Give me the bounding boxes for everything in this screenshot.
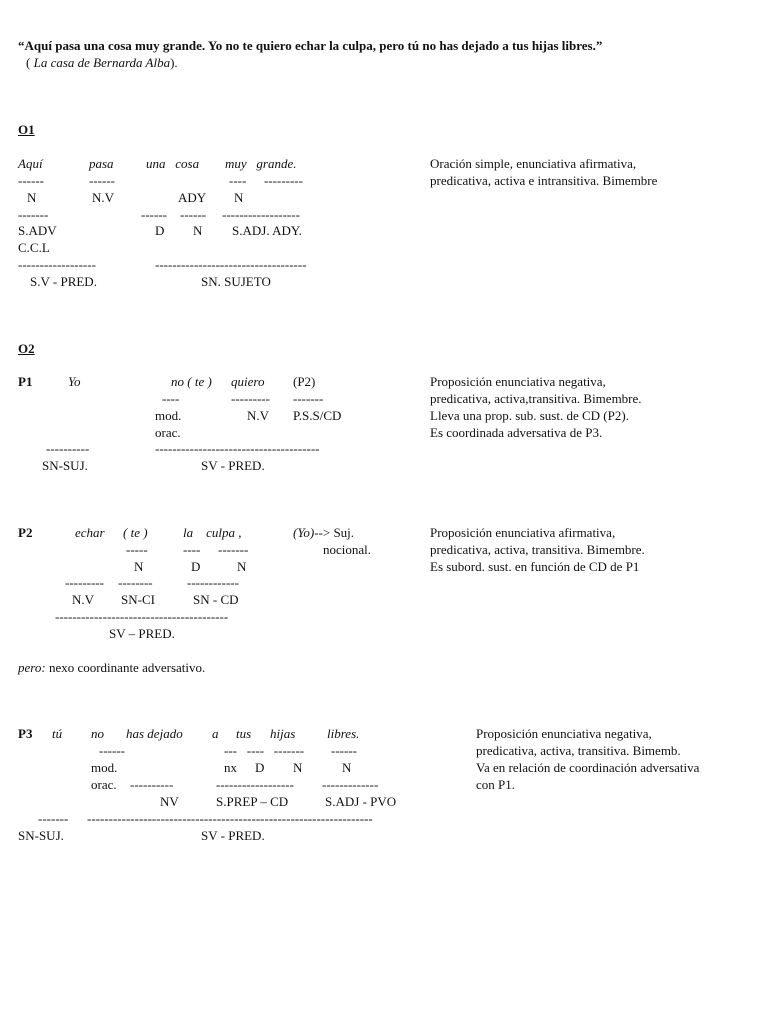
o1-word-aqui: Aquí <box>18 156 43 171</box>
p1-description: predicativa, activa,transitiva. Bimembre. <box>430 391 642 406</box>
p2-label-n: N <box>134 559 144 574</box>
o1-dash: ---- <box>229 173 247 188</box>
pero-note <box>18 660 205 676</box>
p3-label-sv-pred: SV - PRED. <box>201 828 265 843</box>
quote: “Aquí pasa una cosa muy grande. Yo no te quiero echar la culpa, pero tú no has dejado a tus hijas libres.” <box>18 38 603 53</box>
p3-dash: ------------------ <box>216 777 294 792</box>
p3-dash: --- ---- ------- <box>224 743 305 758</box>
p3-word-hijas: hijas <box>270 726 296 741</box>
o1-label-n: N <box>27 190 37 205</box>
p1-description: Proposición enunciativa negativa, <box>430 374 606 389</box>
p2-nocional: nocional. <box>323 542 372 557</box>
o2-heading: O2 <box>18 341 35 356</box>
p2-dash: ------------ <box>187 575 239 590</box>
p3-label-n: N <box>293 760 303 775</box>
o1-label-n: N <box>193 223 203 238</box>
o1-heading: O1 <box>18 122 35 137</box>
p2-word-te: ( te ) <box>123 525 148 540</box>
p2-yo: (Yo) <box>293 525 315 540</box>
p3-label-orac: orac. <box>91 777 117 792</box>
p1-dash: --------- <box>231 391 270 406</box>
p1-description: Lleva una prop. sub. sust. de CD (P2). <box>430 408 629 423</box>
o1-word-una-cosa: una cosa <box>146 156 200 171</box>
p3-description: Va en relación de coordinación adversativa <box>476 760 700 775</box>
p1-word-no-te: no ( te ) <box>171 374 212 389</box>
p2-label-sn-cd: SN - CD <box>193 592 239 607</box>
p3-label-nv: NV <box>160 794 179 809</box>
p3-word-a: a <box>212 726 219 741</box>
p3-dash: ------- <box>38 811 69 826</box>
pero-word: pero: <box>18 660 46 675</box>
p1-label: P1 <box>18 374 33 389</box>
o1-dash: ------------------ <box>18 257 96 272</box>
o1-label-sn-sujeto: SN. SUJETO <box>201 274 271 289</box>
p2-label-sn-ci: SN-CI <box>121 592 155 607</box>
p3-description: con P1. <box>476 777 515 792</box>
o1-dash: ------ <box>180 207 206 222</box>
p3-dash: ---------- <box>130 777 174 792</box>
p2-implicit-subject <box>293 525 354 541</box>
p2-label-sv-pred: SV – PRED. <box>109 626 175 641</box>
o1-label-ccl: C.C.L <box>18 240 50 255</box>
p2-dash: ------- <box>218 542 249 557</box>
p2-dash: ---------------------------------------- <box>55 609 229 624</box>
p3-dash: ------ <box>331 743 357 758</box>
p1-label-mod: mod. <box>155 408 182 423</box>
p1-word-quiero: quiero <box>231 374 265 389</box>
o1-dash: ------- <box>18 207 49 222</box>
p3-label-d: D <box>255 760 265 775</box>
o1-label-sadj: S.ADJ. ADY. <box>232 223 302 238</box>
p1-p2-ref: (P2) <box>293 374 316 389</box>
o1-label-d: D <box>155 223 165 238</box>
p3-label-sprep-cd: S.PREP – CD <box>216 794 289 809</box>
o1-label-ady: ADY <box>178 190 207 205</box>
p2-word-la-culpa: la culpa , <box>183 525 242 540</box>
p1-dash: ---- <box>162 391 180 406</box>
p2-label-nv: N.V <box>72 592 95 607</box>
o1-label-nv: N.V <box>92 190 115 205</box>
p3-label-sn-suj: SN-SUJ. <box>18 828 64 843</box>
p3-label: P3 <box>18 726 33 741</box>
p1-label-sv-pred: SV - PRED. <box>201 458 265 473</box>
p3-label-mod: mod. <box>91 760 118 775</box>
p1-label-nv: N.V <box>247 408 270 423</box>
p3-word-no: no <box>91 726 104 741</box>
p3-label-nx: nx <box>224 760 237 775</box>
p1-word-yo: Yo <box>68 374 81 389</box>
p3-word-tu: tú <box>52 726 63 741</box>
p2-label-n: N <box>237 559 247 574</box>
p3-dash: ------------- <box>322 777 379 792</box>
p3-dash: ------ <box>99 743 125 758</box>
o1-description: predicativa, activa e intransitiva. Bimembre <box>430 173 658 188</box>
p1-description: Es coordinada adversativa de P3. <box>430 425 603 440</box>
p1-label-orac: orac. <box>155 425 181 440</box>
o1-dash: --------- <box>264 173 303 188</box>
p2-word-echar: echar <box>75 525 105 540</box>
o1-dash: ------ <box>141 207 167 222</box>
p2-dash: --------- <box>65 575 104 590</box>
o1-word-pasa: pasa <box>89 156 114 171</box>
pero-text: nexo coordinante adversativo. <box>45 660 206 675</box>
p3-word-has-dejado: has dejado <box>126 726 183 741</box>
o1-dash: ------------------ <box>222 207 300 222</box>
p2-label-d: D <box>191 559 201 574</box>
p2-description: Proposición enunciativa afirmativa, <box>430 525 616 540</box>
p2-description: Es subord. sust. en función de CD de P1 <box>430 559 640 574</box>
p1-label-sn-suj: SN-SUJ. <box>42 458 88 473</box>
o1-label-sadv: S.ADV <box>18 223 57 238</box>
o1-dash: ------ <box>89 173 115 188</box>
p3-label-sadj-pvo: S.ADJ - PVO <box>325 794 397 809</box>
source-open: ( <box>26 55 31 70</box>
o1-dash: ------ <box>18 173 44 188</box>
p1-dash: ------- <box>293 391 324 406</box>
o1-label-sv-pred: S.V - PRED. <box>30 274 97 289</box>
p3-description: Proposición enunciativa negativa, <box>476 726 652 741</box>
p3-description: predicativa, activa, transitiva. Bimemb. <box>476 743 681 758</box>
p2-dash: ---- <box>183 542 201 557</box>
p2-dash: ----- <box>126 542 148 557</box>
p1-dash: ---------- <box>46 441 90 456</box>
p2-arrow: --> Suj. <box>314 525 355 540</box>
o1-description: Oración simple, enunciativa afirmativa, <box>430 156 637 171</box>
p1-dash: -------------------------------------- <box>155 441 320 456</box>
p3-dash: ------------------------------------------------------------------ <box>87 811 373 826</box>
p3-word-libres: libres. <box>327 726 360 741</box>
o1-word-muy-grande: muy grande. <box>225 156 297 171</box>
p2-description: predicativa, activa, transitiva. Bimembre. <box>430 542 645 557</box>
p3-label-n: N <box>342 760 352 775</box>
p3-word-tus: tus <box>236 726 252 741</box>
source-title: La casa de Bernarda Alba <box>33 55 171 70</box>
source-close: ). <box>170 55 178 70</box>
p2-label: P2 <box>18 525 33 540</box>
o1-dash: ----------------------------------- <box>155 257 307 272</box>
p2-dash: -------- <box>118 575 153 590</box>
o1-label-n: N <box>234 190 244 205</box>
source-citation <box>26 55 178 71</box>
p1-label-pss: P.S.S/CD <box>293 408 342 423</box>
